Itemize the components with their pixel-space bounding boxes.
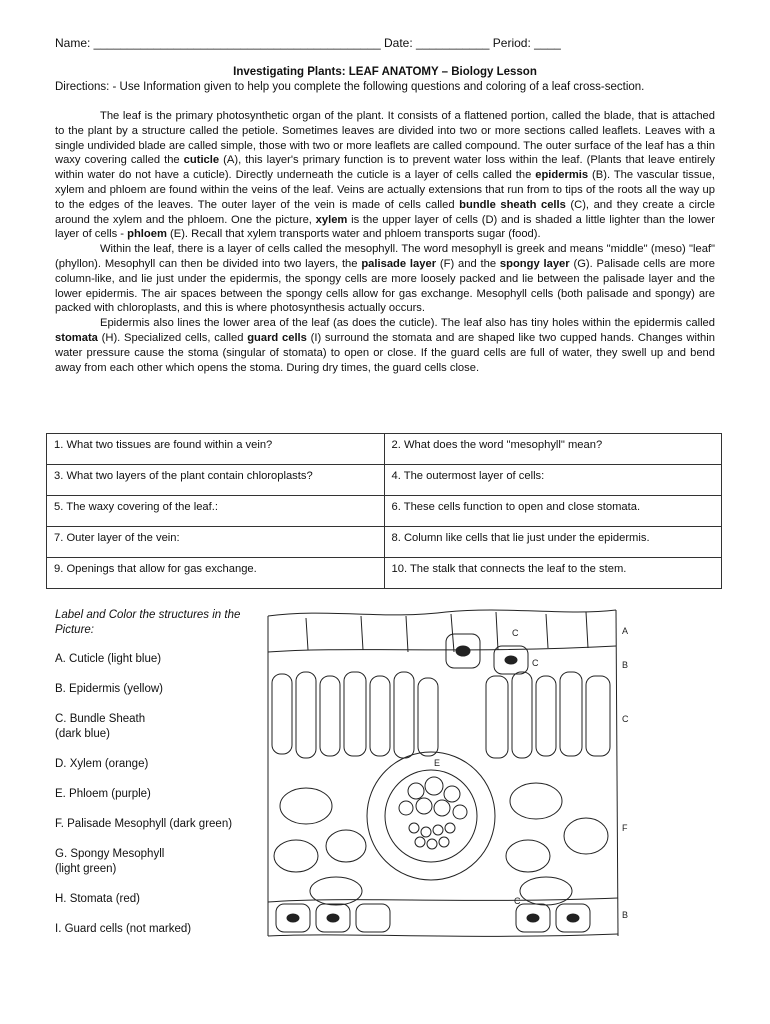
cuticle-line (268, 610, 616, 616)
diagram-label-c-cell: C (532, 658, 539, 668)
term-xylem: xylem (315, 213, 348, 226)
table-row (47, 434, 722, 465)
header-line: Name: ___________________________________________ Date: ___________ Period: ____ (55, 36, 561, 50)
questions-table (46, 433, 722, 589)
label-item: D. Xylem (orange) (55, 758, 149, 770)
name-label: Name: (55, 36, 91, 50)
table-row (47, 465, 722, 496)
leaf-cross-section-diagram (266, 606, 640, 954)
date-label: Date: (384, 36, 413, 50)
question-cell[interactable]: 9. Openings that allow for gas exchange. (47, 558, 385, 589)
upper-epidermis-line (268, 646, 616, 652)
term-palisade: palisade layer (361, 257, 437, 270)
question-cell[interactable]: 8. Column like cells that lie just under the epidermis. (384, 527, 722, 558)
label-item: H. Stomata (red) (55, 893, 140, 905)
diagram-label-b-bottom: B (622, 910, 629, 920)
label-list (55, 608, 265, 952)
question-cell[interactable]: 2. What does the word "mesophyll" mean? (384, 434, 722, 465)
label-item: I. Guard cells (not marked) (55, 923, 192, 935)
paragraph-2: Within the leaf, there is a layer of cells called the mesophyll. The word mesophyll is greek and means "middle" (meso) "leaf" (phyllon). Mesophyll can then be divided into two layers, the palisade layer (F) and the spongy layer (G). Palisade cells are more column-like, and lie just under the epidermis, the spongy cells are more loosely packed and lie between the palisade layer and the lower epidermis. The air spaces between the spongy cells allow for gas exchange. Mesophyll cells (both palisade and spongy) are packed with chloroplasts, and this is where photosynthesis actually occurs. (55, 243, 716, 315)
term-stomata: stomata (55, 331, 98, 344)
paragraph-1: The leaf is the primary photosynthetic organ of the plant. It consists of a flattened portion, called the blade, that is attached to the plant by a structure called the petiole. Sometimes leaves are divided into two or more sections called leaflets. Leaves with a single undivided blade are called simple, those with two or more leaflets are called compound. The outer surface of the leaf has a thin waxy covering called the cuticle (A), this layer's primary function is to prevent water loss within the leaf. (Plants that leave entirely within water do not have a cuticle). Directly underneath the cuticle is a layer of cells called the epidermis (B). The vascular tissue, xylem and phloem are found within the veins of the leaf. Veins are actually extensions that run from to tips of the roots all the way up to the edges of the leaves. The outer layer of the vein is made of cells called bundle sheath cells (C), and they create a circle around the xylem and the phloem. One the picture, xylem is the upper layer of cells (D) and is shaded a little lighter than the lower layer of cells - phloem (E). Recall that xylem transports water and phloem transports sugar (food). (55, 110, 716, 241)
diagram-label-c-bottom: C (514, 896, 521, 906)
reading-passage (55, 109, 715, 375)
label-item: E. Phloem (purple) (55, 788, 151, 800)
question-cell[interactable]: 5. The waxy covering of the leaf.: (47, 496, 385, 527)
label-intro: Label and Color the structures in the Picture: (55, 609, 241, 636)
term-epidermis: epidermis (535, 169, 589, 182)
diagram-label-b-top: B (622, 660, 629, 670)
label-item: G. Spongy Mesophyll (light green) (55, 848, 165, 875)
bundle-sheath (367, 752, 495, 880)
phloem-cells (409, 823, 455, 849)
diagram-label-e: E (434, 758, 441, 768)
term-bundle-sheath: bundle sheath cells (459, 198, 566, 211)
term-guard-cells: guard cells (247, 331, 307, 344)
table-row (47, 558, 722, 589)
directions-text: Directions: - Use Information given to help you complete the following questions and coloring of a leaf cross-section. (55, 81, 645, 93)
question-cell[interactable]: 4. The outermost layer of cells: (384, 465, 722, 496)
table-row (47, 527, 722, 558)
stoma-top (456, 646, 470, 656)
label-item: F. Palisade Mesophyll (dark green) (55, 818, 233, 830)
question-cell[interactable]: 3. What two layers of the plant contain chloroplasts? (47, 465, 385, 496)
table-row (47, 496, 722, 527)
lower-epidermis-cells (276, 904, 590, 932)
spongy-layer (274, 783, 608, 905)
term-phloem: phloem (127, 228, 167, 241)
diagram-label-c-right: C (622, 714, 629, 724)
label-item: A. Cuticle (light blue) (55, 653, 162, 665)
term-spongy: spongy layer (499, 257, 570, 270)
upper-epidermis-cells (306, 612, 588, 652)
paragraph-3: Epidermis also lines the lower area of the leaf (as does the cuticle). The leaf also has tiny holes within the epidermis called stomata (H). Specialized cells, called guard cells (I) surround the stomata and are shaped like two cupped hands. Changes within water pressure cause the stoma (singular of stomata) to open or close. If the guard cells are full of water, they swell up and bend away from each other which opens the stoma. During dry times, the guard cells close. (55, 317, 715, 374)
diagram-label-a: A (622, 626, 629, 636)
palisade-layer (272, 672, 610, 758)
period-label: Period: (492, 36, 531, 50)
diagram-label-f: F (622, 823, 628, 833)
label-item: C. Bundle Sheath (dark blue) (55, 713, 146, 740)
question-cell[interactable]: 1. What two tissues are found within a vein? (47, 434, 385, 465)
label-item: B. Epidermis (yellow) (55, 683, 163, 695)
page-title: Investigating Plants: LEAF ANATOMY – Biology Lesson (233, 66, 537, 78)
term-cuticle: cuticle (183, 154, 220, 167)
xylem-cells (399, 777, 467, 819)
diagram-label-c-top: C (512, 628, 519, 638)
question-cell[interactable]: 6. These cells function to open and close stomata. (384, 496, 722, 527)
question-cell[interactable]: 7. Outer layer of the vein: (47, 527, 385, 558)
question-cell[interactable]: 10. The stalk that connects the leaf to the stem. (384, 558, 722, 589)
